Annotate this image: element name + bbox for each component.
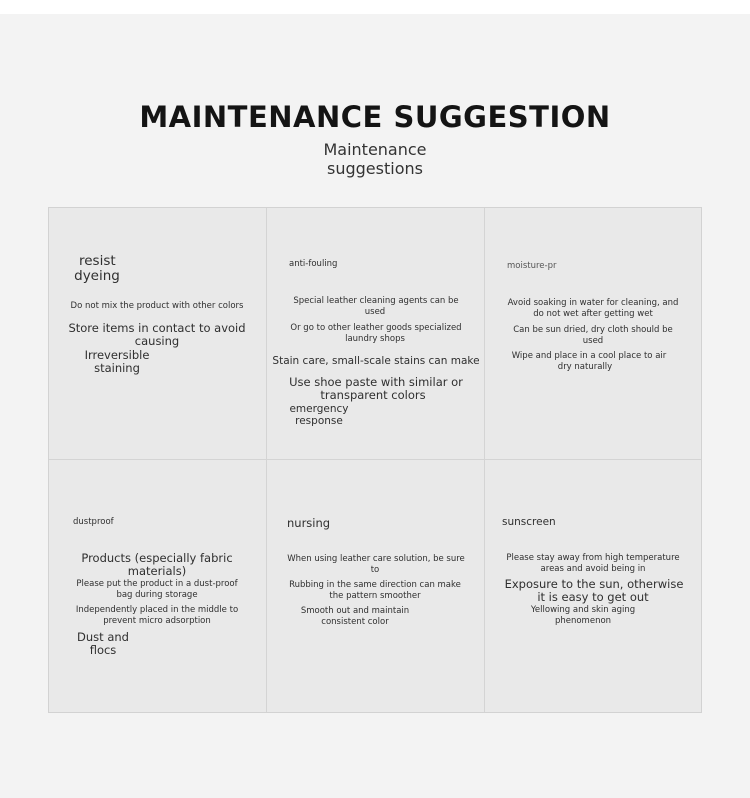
card-text: causing bbox=[134, 334, 180, 348]
card-text: used bbox=[582, 336, 604, 346]
card-text: used bbox=[364, 307, 386, 317]
card-text: dry naturally bbox=[557, 362, 613, 372]
card-text: flocs bbox=[89, 643, 117, 657]
card-text: Special leather cleaning agents can be bbox=[293, 296, 459, 306]
card-text: Irreversible bbox=[84, 348, 150, 362]
card-text: Independently placed in the middle to bbox=[75, 605, 239, 615]
page-title: MAINTENANCE SUGGESTION bbox=[139, 100, 611, 134]
page-subtitle bbox=[0, 140, 750, 178]
card-text: do not wet after getting wet bbox=[533, 309, 653, 319]
card-nursing bbox=[267, 460, 485, 712]
card-heading: moisture-pr bbox=[507, 261, 557, 271]
card-text: Use shoe paste with similar or bbox=[289, 375, 463, 389]
card-text: emergency bbox=[289, 403, 349, 415]
card-text: prevent micro adsorption bbox=[103, 616, 211, 626]
card-text: When using leather care solution, be sure bbox=[287, 554, 465, 564]
card-text: Dust and bbox=[77, 630, 129, 644]
card-text: consistent color bbox=[321, 617, 389, 627]
card-heading: anti-fouling bbox=[289, 259, 338, 269]
card-text: bag during storage bbox=[116, 590, 198, 600]
card-text: Products (especially fabric bbox=[81, 551, 233, 565]
card-text: it is easy to get out bbox=[537, 590, 649, 604]
card-text: phenomenon bbox=[554, 616, 612, 626]
card-text: laundry shops bbox=[345, 334, 405, 344]
card-heading: sunscreen bbox=[502, 516, 556, 528]
card-text: Avoid soaking in water for cleaning, and bbox=[507, 298, 679, 308]
card-text: Stain care, small-scale stains can make bbox=[272, 355, 480, 367]
card-text: Do not mix the product with other colors bbox=[70, 301, 244, 311]
card-text: materials) bbox=[127, 564, 187, 578]
card-heading: dustproof bbox=[73, 517, 114, 527]
card-resist-dyeing bbox=[49, 208, 267, 460]
card-text: areas and avoid being in bbox=[540, 564, 646, 574]
card-text: Please stay away from high temperature bbox=[506, 553, 680, 563]
card-text: Please put the product in a dust-proof bbox=[76, 579, 238, 589]
card-text: Exposure to the sun, otherwise bbox=[504, 577, 684, 591]
suggestion-grid bbox=[48, 207, 702, 713]
card-heading: dyeing bbox=[74, 268, 120, 284]
card-sunscreen bbox=[485, 460, 701, 712]
card-text: Can be sun dried, dry cloth should be bbox=[513, 325, 673, 335]
card-anti-fouling bbox=[267, 208, 485, 460]
card-dustproof bbox=[49, 460, 267, 712]
card-text: Rubbing in the same direction can make bbox=[289, 580, 461, 590]
card-heading: nursing bbox=[287, 516, 331, 530]
card-text: to bbox=[370, 565, 380, 575]
card-text: transparent colors bbox=[320, 388, 426, 402]
card-text: the pattern smoother bbox=[329, 591, 421, 601]
card-text: Yellowing and skin aging bbox=[530, 605, 636, 615]
subtitle-line: suggestions bbox=[327, 159, 423, 178]
card-text: response bbox=[295, 415, 343, 427]
card-moisture-proof bbox=[485, 208, 701, 460]
card-text: Wipe and place in a cool place to air bbox=[511, 351, 667, 361]
card-text: Smooth out and maintain bbox=[300, 606, 410, 616]
card-heading: resist bbox=[79, 253, 116, 269]
card-text: Store items in contact to avoid bbox=[68, 321, 246, 335]
card-text: Or go to other leather goods specialized bbox=[290, 323, 462, 333]
subtitle-line: Maintenance bbox=[323, 140, 427, 159]
card-text: staining bbox=[94, 361, 140, 375]
